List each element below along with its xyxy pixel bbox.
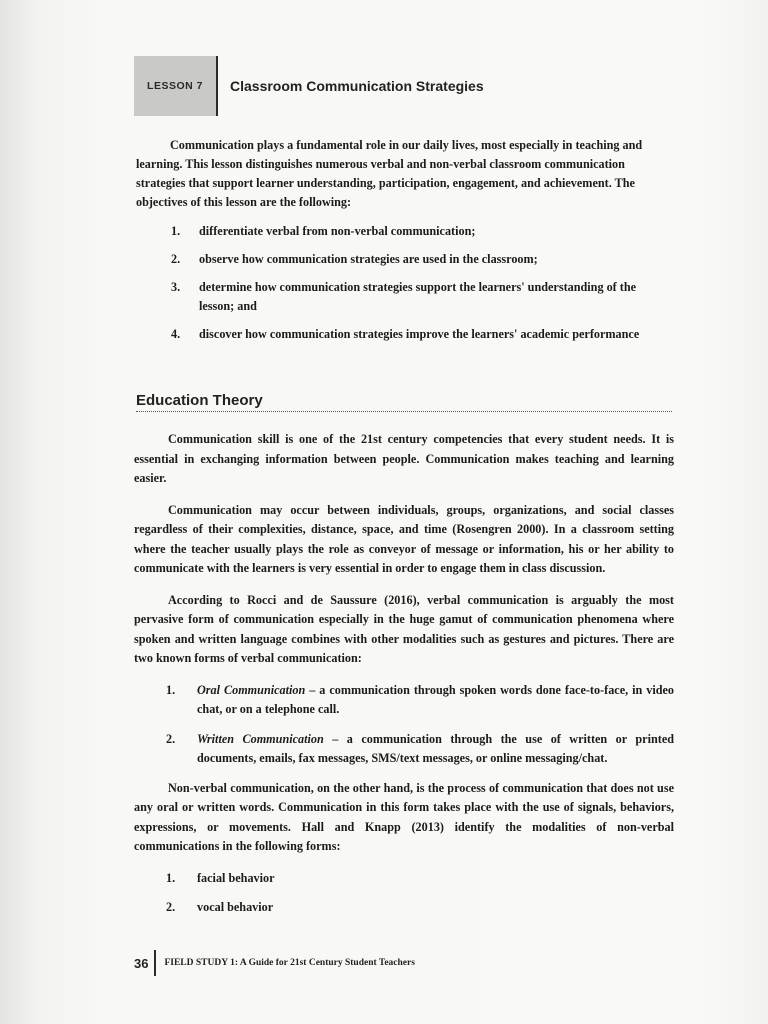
list-text: vocal behavior — [197, 900, 274, 914]
term-description: – a communication through spoken words done face-to-face, in video chat, or on a telephone call. — [197, 682, 675, 716]
list-number: 2. — [166, 900, 176, 914]
lesson-tag: LESSON 7 — [134, 56, 216, 116]
list-number: 2. — [171, 252, 181, 266]
objective-text: determine how communication strategies support the learners' understanding of the lesson; and — [199, 280, 637, 313]
list-number: 1. — [166, 682, 176, 697]
verbal-forms-list — [134, 681, 674, 769]
objective-text: differentiate verbal from non-verbal communication; — [199, 224, 476, 238]
intro-section — [136, 136, 672, 353]
body-paragraph: According to Rocci and de Saussure (2016), verbal communication is arguably the most pervasive form of communication especially in the huge gamut of communication phenomena where spoken and written language combines with other modalities such as gestures and pictures. There are two known forms of verbal communication: — [134, 592, 674, 665]
page-footer — [134, 950, 415, 976]
body-paragraph: Communication may occur between individuals, groups, organizations, and social classes regardless of their complexities, distance, space, and time (Rosengren 2000). In a classroom setting where the teacher usually plays the role as conveyor of message or information, his or her ability to communicate with the learners is very essential in order to engage them in class discussion. — [134, 502, 674, 575]
list-item — [134, 730, 674, 769]
nonverbal-forms-list — [134, 869, 674, 918]
list-number: 1. — [166, 870, 176, 885]
body-paragraph: Communication skill is one of the 21st century competencies that every student needs. It is essential in exchanging information between people. Communication makes teaching and learning easier. — [134, 432, 674, 485]
section-body — [134, 430, 674, 928]
page-number: 36 — [134, 955, 149, 971]
term: Written Communication — [197, 731, 324, 746]
objective-item — [136, 222, 672, 241]
list-item — [134, 898, 674, 918]
list-number: 2. — [166, 731, 176, 746]
lesson-header — [134, 56, 694, 116]
footer-divider — [154, 950, 156, 976]
objective-text: discover how communication strategies improve the learners' academic performance — [199, 327, 640, 341]
objectives-list — [136, 222, 672, 344]
list-item — [134, 681, 674, 720]
list-item — [134, 869, 674, 889]
list-number: 1. — [171, 224, 181, 238]
section-heading: Education Theory — [136, 392, 672, 412]
lesson-title: Classroom Communication Strategies — [230, 78, 484, 94]
objective-text: observe how communication strategies are used in the classroom; — [199, 252, 538, 266]
list-number: 3. — [171, 280, 181, 294]
objective-item — [136, 278, 672, 316]
header-divider — [216, 56, 218, 116]
body-paragraph: Non-verbal communication, on the other hand, is the process of communication that does not use any oral or written words. Communication in this form takes place with the use of signals, behaviors, expressions, or movements. Hall and Knapp (2013) identify the modalities of non-verbal communications in the following forms: — [134, 780, 674, 853]
objective-item — [136, 250, 672, 269]
list-text: facial behavior — [197, 870, 275, 885]
objective-item — [136, 325, 672, 344]
intro-paragraph: Communication plays a fundamental role in our daily lives, most especially in teaching and learning. This lesson distinguishes numerous verbal and non-verbal classroom communication strategies that support learner understanding, participation, engagement, and achievement. The objectives of this lesson are the following: — [136, 138, 643, 209]
term: Oral Communication — [197, 682, 306, 697]
book-title: FIELD STUDY 1: A Guide for 21st Century Student Teachers — [164, 958, 415, 968]
list-number: 4. — [171, 327, 181, 341]
term-description: – a communication through the use of written or printed documents, emails, fax messages, SMS/text messages, or online messaging/chat. — [197, 731, 675, 765]
